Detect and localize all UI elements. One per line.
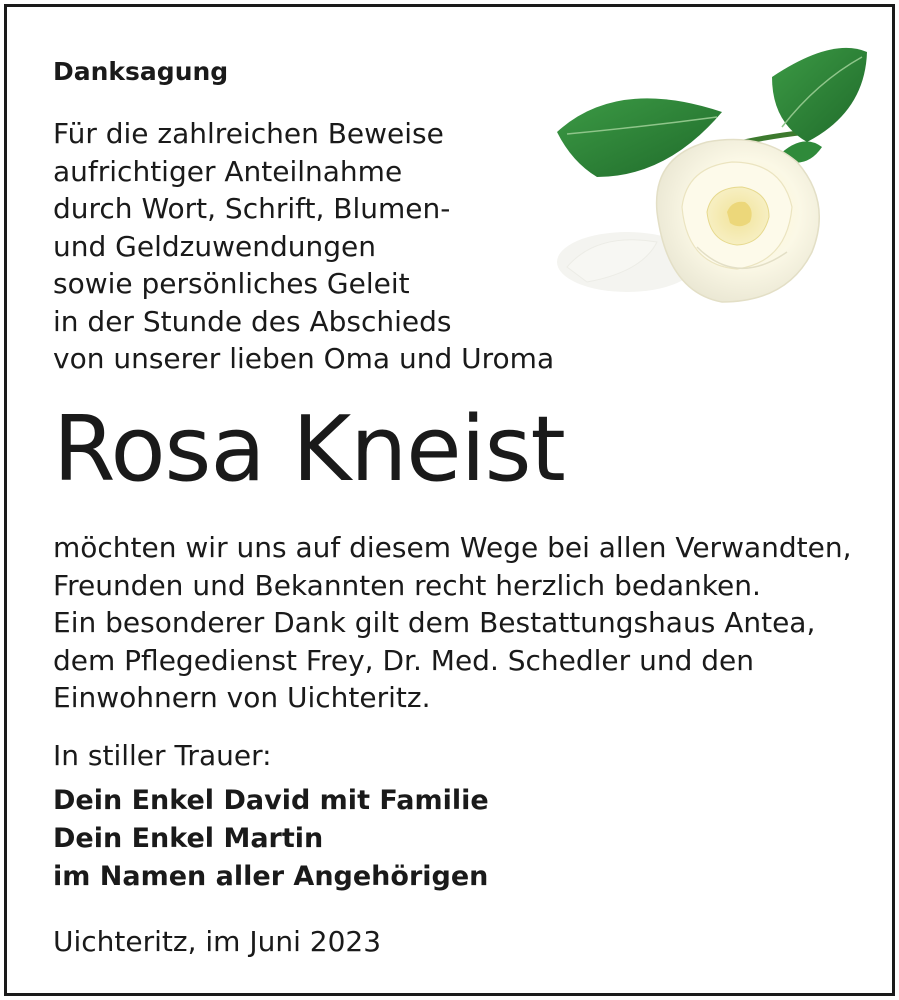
- intro-line: und Geldzuwendungen: [53, 229, 376, 263]
- white-rose-icon: [547, 37, 872, 312]
- mourning-label: In stiller Trauer:: [53, 739, 272, 772]
- notice-heading: Danksagung: [53, 57, 229, 86]
- thanks-line: Ein besonderer Dank gilt dem Bestattungshaus Antea,: [53, 606, 816, 639]
- notice-frame: [4, 4, 895, 996]
- thanks-line: dem Pflegedienst Frey, Dr. Med. Schedler und den: [53, 643, 754, 677]
- thanks-line: Freunden und Bekannten recht herzlich bedanken.: [53, 568, 761, 602]
- thanks-text: [53, 529, 852, 717]
- deceased-name: Rosa Kneist: [53, 397, 565, 502]
- intro-line: in der Stunde des Abschieds: [53, 304, 452, 338]
- intro-line: sowie persönliches Geleit: [53, 267, 410, 300]
- intro-line: von unserer lieben Oma und Uroma: [53, 342, 555, 375]
- intro-line: aufrichtiger Anteilnahme: [53, 154, 403, 188]
- intro-line: Für die zahlreichen Beweise: [53, 117, 444, 150]
- intro-text: [53, 115, 554, 378]
- signers-list: [53, 782, 489, 896]
- signer: Dein Enkel David mit Familie: [53, 785, 489, 816]
- thanks-line: möchten wir uns auf diesem Wege bei allen Verwandten,: [53, 531, 852, 564]
- place-date: Uichteritz, im Juni 2023: [53, 925, 382, 958]
- signer: im Namen aller Angehörigen: [53, 861, 489, 892]
- signer: Dein Enkel Martin: [53, 823, 324, 854]
- thanks-line: Einwohnern von Uichteritz.: [53, 681, 431, 714]
- intro-line: durch Wort, Schrift, Blumen-: [53, 192, 451, 225]
